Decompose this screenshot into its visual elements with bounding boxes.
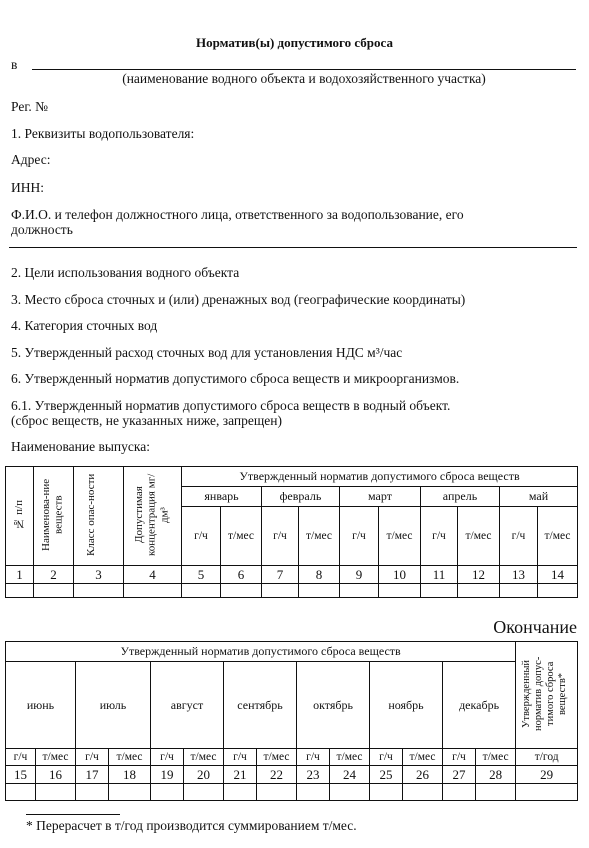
- standards-table-jan-may: [5, 466, 578, 598]
- column-number: 24: [330, 766, 370, 784]
- footnote-rule: [26, 814, 120, 815]
- month-header: август: [151, 662, 224, 749]
- month-header: январь: [182, 487, 262, 507]
- column-number: 4: [124, 566, 182, 584]
- water-object-caption: (наименование водного объекта и водохозяйственного участка): [122, 71, 486, 86]
- month-header: февраль: [262, 487, 340, 507]
- section-3-location: 3. Место сброса сточных и (или) дренажных вод (географические координаты): [11, 292, 466, 307]
- col-header-annual: Утвержденный норматив допус-тимого сброса веществ*: [516, 642, 578, 749]
- unit-header: г/ч: [340, 507, 379, 566]
- column-number: 11: [421, 566, 458, 584]
- empty-cell: [124, 584, 182, 598]
- unit-header: т/мес: [403, 749, 443, 766]
- unit-header: г/ч: [182, 507, 221, 566]
- column-number: 26: [403, 766, 443, 784]
- empty-cell: [6, 584, 34, 598]
- column-number: 19: [151, 766, 184, 784]
- continuation-label: Окончание: [493, 617, 577, 637]
- col-header-substance: Наименова-ние веществ: [34, 467, 74, 566]
- column-number: 12: [458, 566, 500, 584]
- column-number: 27: [443, 766, 476, 784]
- column-number: 22: [257, 766, 297, 784]
- empty-cell: [538, 584, 578, 598]
- column-number: 3: [74, 566, 124, 584]
- empty-cell: [458, 584, 500, 598]
- column-number: 7: [262, 566, 299, 584]
- column-number: 2: [34, 566, 74, 584]
- column-number: 25: [370, 766, 403, 784]
- empty-cell: [224, 784, 257, 801]
- empty-cell: [221, 584, 262, 598]
- empty-cell: [36, 784, 76, 801]
- group-header: Утвержденный норматив допустимого сброса веществ: [182, 467, 578, 487]
- column-number: 16: [36, 766, 76, 784]
- section-1-requisites: 1. Реквизиты водопользователя:: [11, 126, 195, 141]
- unit-header: г/ч: [262, 507, 299, 566]
- col-header-concentration: Допустимая концентрация мг/дм³: [124, 467, 182, 566]
- col-header-hazard-class: Класс опас-ности: [74, 467, 124, 566]
- empty-cell: [340, 584, 379, 598]
- unit-header: т/мес: [458, 507, 500, 566]
- column-number: 29: [516, 766, 578, 784]
- empty-cell: [182, 584, 221, 598]
- inn-label: ИНН:: [11, 180, 44, 195]
- month-header: март: [340, 487, 421, 507]
- unit-header: г/ч: [297, 749, 330, 766]
- section-5-flow: 5. Утвержденный расход сточных вод для установления НДС м³/час: [11, 345, 403, 360]
- section-6-1-line2: (сброс веществ, не указанных ниже, запрещен): [11, 413, 282, 428]
- unit-header: г/ч: [370, 749, 403, 766]
- unit-header: г/ч: [76, 749, 109, 766]
- empty-cell: [516, 784, 578, 801]
- empty-cell: [109, 784, 151, 801]
- separator-line: [9, 247, 577, 248]
- column-number: 14: [538, 566, 578, 584]
- month-header: сентябрь: [224, 662, 297, 749]
- responsible-person-line1: Ф.И.О. и телефон должностного лица, ответственного за водопользование, его: [11, 207, 464, 222]
- empty-cell: [76, 784, 109, 801]
- unit-header: т/мес: [221, 507, 262, 566]
- month-header: июнь: [6, 662, 76, 749]
- group-header: Утвержденный норматив допустимого сброса веществ: [6, 642, 516, 662]
- in-prefix: в: [11, 57, 18, 72]
- empty-cell: [6, 784, 36, 801]
- empty-cell: [476, 784, 516, 801]
- unit-header: т/мес: [299, 507, 340, 566]
- empty-cell: [379, 584, 421, 598]
- registration-number: Рег. №: [11, 99, 48, 114]
- unit-header: т/мес: [257, 749, 297, 766]
- empty-cell: [500, 584, 538, 598]
- month-header: июль: [76, 662, 151, 749]
- water-object-underline: [32, 69, 576, 70]
- section-6-standard: 6. Утвержденный норматив допустимого сброса веществ и микроорганизмов.: [11, 371, 460, 386]
- column-number: 13: [500, 566, 538, 584]
- footnote: * Перерасчет в т/год производится суммированием т/мес.: [26, 818, 357, 833]
- empty-cell: [370, 784, 403, 801]
- unit-header: т/мес: [379, 507, 421, 566]
- empty-cell: [297, 784, 330, 801]
- month-header: май: [500, 487, 578, 507]
- column-number: 5: [182, 566, 221, 584]
- empty-cell: [151, 784, 184, 801]
- month-header: апрель: [421, 487, 500, 507]
- unit-header: г/ч: [500, 507, 538, 566]
- month-header: ноябрь: [370, 662, 443, 749]
- column-number: 23: [297, 766, 330, 784]
- empty-cell: [257, 784, 297, 801]
- month-header: октябрь: [297, 662, 370, 749]
- outlet-name-label: Наименование выпуска:: [11, 439, 150, 454]
- column-number: 17: [76, 766, 109, 784]
- unit-header: т/год: [516, 749, 578, 766]
- column-number: 18: [109, 766, 151, 784]
- unit-header: т/мес: [184, 749, 224, 766]
- unit-header: т/мес: [36, 749, 76, 766]
- standards-table-jun-dec: [5, 641, 578, 801]
- column-number: 21: [224, 766, 257, 784]
- unit-header: г/ч: [151, 749, 184, 766]
- month-header: декабрь: [443, 662, 516, 749]
- column-number: 9: [340, 566, 379, 584]
- section-6-1-line1: 6.1. Утвержденный норматив допустимого сброса веществ в водный объект.: [11, 398, 451, 413]
- column-number: 8: [299, 566, 340, 584]
- empty-cell: [184, 784, 224, 801]
- empty-cell: [403, 784, 443, 801]
- empty-cell: [74, 584, 124, 598]
- address-label: Адрес:: [11, 152, 51, 167]
- section-2-purpose: 2. Цели использования водного объекта: [11, 265, 240, 280]
- unit-header: т/мес: [109, 749, 151, 766]
- column-number: 10: [379, 566, 421, 584]
- document-title: Норматив(ы) допустимого сброса: [196, 35, 393, 50]
- empty-cell: [299, 584, 340, 598]
- unit-header: т/мес: [330, 749, 370, 766]
- column-number: 20: [184, 766, 224, 784]
- col-header-number: № п/п: [6, 467, 34, 566]
- column-number: 6: [221, 566, 262, 584]
- column-number: 1: [6, 566, 34, 584]
- responsible-person-line2: должность: [11, 222, 73, 237]
- unit-header: т/мес: [476, 749, 516, 766]
- unit-header: г/ч: [421, 507, 458, 566]
- column-number: 28: [476, 766, 516, 784]
- empty-cell: [330, 784, 370, 801]
- empty-cell: [262, 584, 299, 598]
- empty-cell: [443, 784, 476, 801]
- column-number: 15: [6, 766, 36, 784]
- unit-header: г/ч: [443, 749, 476, 766]
- unit-header: г/ч: [224, 749, 257, 766]
- unit-header: г/ч: [6, 749, 36, 766]
- section-4-category: 4. Категория сточных вод: [11, 318, 158, 333]
- empty-cell: [421, 584, 458, 598]
- empty-cell: [34, 584, 74, 598]
- unit-header: т/мес: [538, 507, 578, 566]
